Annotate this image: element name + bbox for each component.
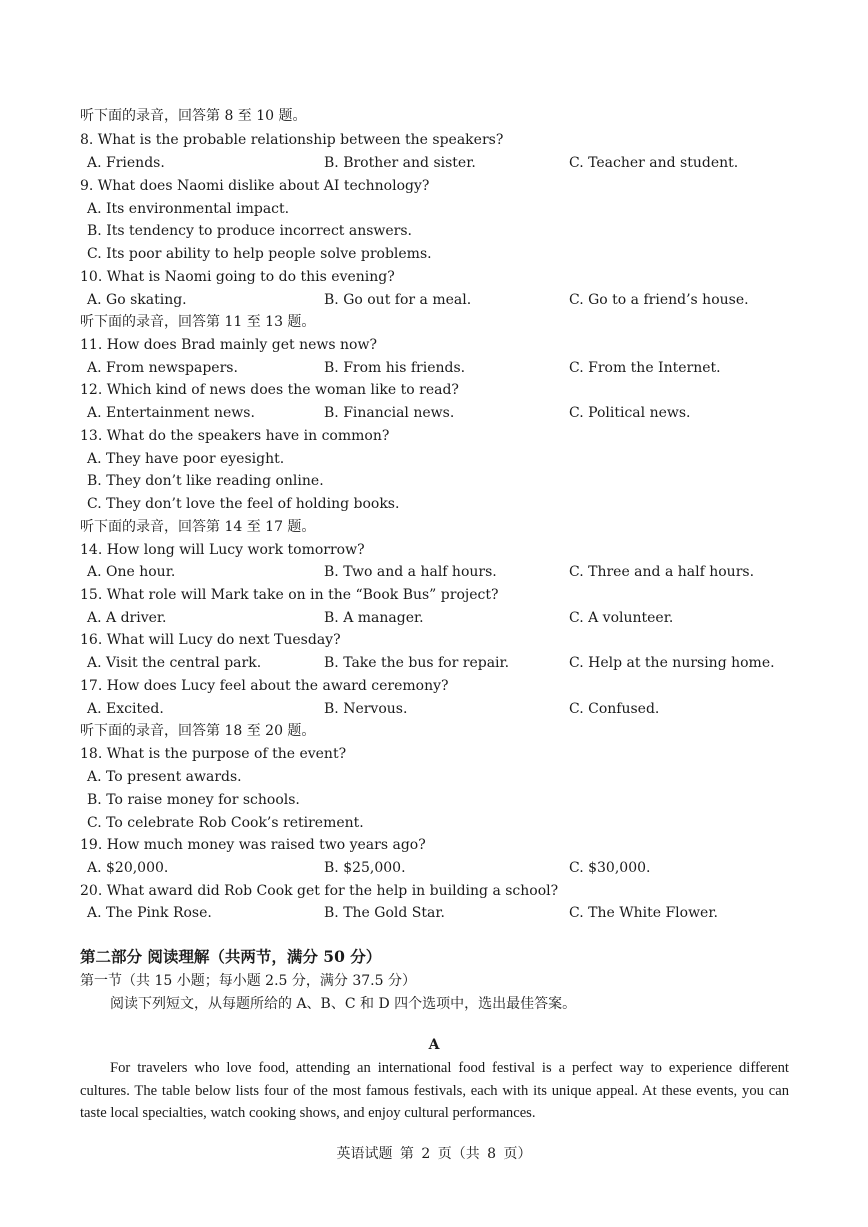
option: C. Three and a half hours. (569, 564, 755, 580)
option: A. Friends. (87, 155, 165, 171)
question-stem: 10. What is Naomi going to do this evening? (80, 269, 395, 285)
question-stem: 17. How does Lucy feel about the award ceremony? (80, 678, 449, 694)
option: B. From his friends. (324, 360, 466, 376)
option: B. Financial news. (324, 405, 455, 421)
question-stem: 16. What will Lucy do next Tuesday? (80, 632, 341, 648)
question-stem: 12. Which kind of news does the woman like to read? (80, 382, 459, 398)
question-stem: 19. How much money was raised two years ago? (80, 837, 426, 853)
option: B. To raise money for schools. (87, 792, 300, 808)
section-instruction: 听下面的录音，回答第 18 至 20 题。 (80, 723, 316, 739)
option: B. The Gold Star. (324, 905, 445, 921)
reading-instruction: 阅读下列短文，从每题所给的 A、B、C 和 D 四个选项中，选出最佳答案。 (110, 996, 577, 1012)
option: B. A manager. (324, 610, 424, 626)
question-stem: 9. What does Naomi dislike about AI technology? (80, 178, 430, 194)
question-stem: 14. How long will Lucy work tomorrow? (80, 542, 365, 558)
passage-label: A (428, 1037, 440, 1053)
option: C. Confused. (569, 701, 660, 717)
option: A. They have poor eyesight. (87, 451, 285, 467)
option: C. $30,000. (569, 860, 651, 876)
option: C. Go to a friend’s house. (569, 292, 749, 308)
option: A. One hour. (87, 564, 176, 580)
option: C. The White Flower. (569, 905, 718, 921)
option: B. Two and a half hours. (324, 564, 497, 580)
section-subheading: 第一节（共 15 小题；每小题 2.5 分，满分 37.5 分） (80, 973, 416, 989)
question-stem: 18. What is the purpose of the event? (80, 746, 347, 762)
part-heading: 第二部分 阅读理解（共两节，满分 50 分） (80, 947, 382, 966)
option: C. Political news. (569, 405, 691, 421)
question-stem: 20. What award did Rob Cook get for the help in building a school? (80, 883, 559, 899)
section-instruction: 听下面的录音，回答第 14 至 17 题。 (80, 519, 316, 535)
option: C. A volunteer. (569, 610, 674, 626)
option: A. Entertainment news. (87, 405, 255, 421)
option: A. A driver. (87, 610, 167, 626)
question-stem: 15. What role will Mark take on in the “Book Bus” project? (80, 587, 499, 603)
option: B. They don’t like reading online. (87, 473, 324, 489)
option: C. They don’t love the feel of holding books. (87, 496, 400, 512)
passage-paragraph: For travelers who love food, attending an international food festival is a perfect way to experience different cultures. The table below lists four of the most famous festivals, each with its unique appeal. At these events, you can taste local specialties, watch cooking shows, and enjoy cultural performances. (80, 1060, 789, 1122)
option: C. To celebrate Rob Cook’s retirement. (87, 815, 364, 831)
option: A. Its environmental impact. (87, 201, 290, 217)
option: C. Teacher and student. (569, 155, 739, 171)
option: A. To present awards. (87, 769, 242, 785)
page-footer: 英语试题 第 2 页（共 8 页） (336, 1146, 532, 1162)
section-instruction: 听下面的录音，回答第 11 至 13 题。 (80, 314, 316, 330)
option: A. $20,000. (87, 860, 169, 876)
option: A. Visit the central park. (87, 655, 262, 671)
question-stem: 11. How does Brad mainly get news now? (80, 337, 377, 353)
option: C. Help at the nursing home. (569, 655, 775, 671)
option: A. Go skating. (87, 292, 187, 308)
option: B. Its tendency to produce incorrect answers. (87, 223, 413, 239)
option: B. Go out for a meal. (324, 292, 472, 308)
option: B. Brother and sister. (324, 155, 476, 171)
option: A. From newspapers. (87, 360, 238, 376)
option: B. $25,000. (324, 860, 406, 876)
option: B. Take the bus for repair. (324, 655, 510, 671)
section-instruction: 听下面的录音，回答第 8 至 10 题。 (80, 108, 307, 124)
option: A. The Pink Rose. (87, 905, 212, 921)
option: C. From the Internet. (569, 360, 721, 376)
option: B. Nervous. (324, 701, 408, 717)
option: A. Excited. (87, 701, 164, 717)
option: C. Its poor ability to help people solve problems. (87, 246, 432, 262)
question-stem: 8. What is the probable relationship between the speakers? (80, 132, 504, 148)
question-stem: 13. What do the speakers have in common? (80, 428, 390, 444)
